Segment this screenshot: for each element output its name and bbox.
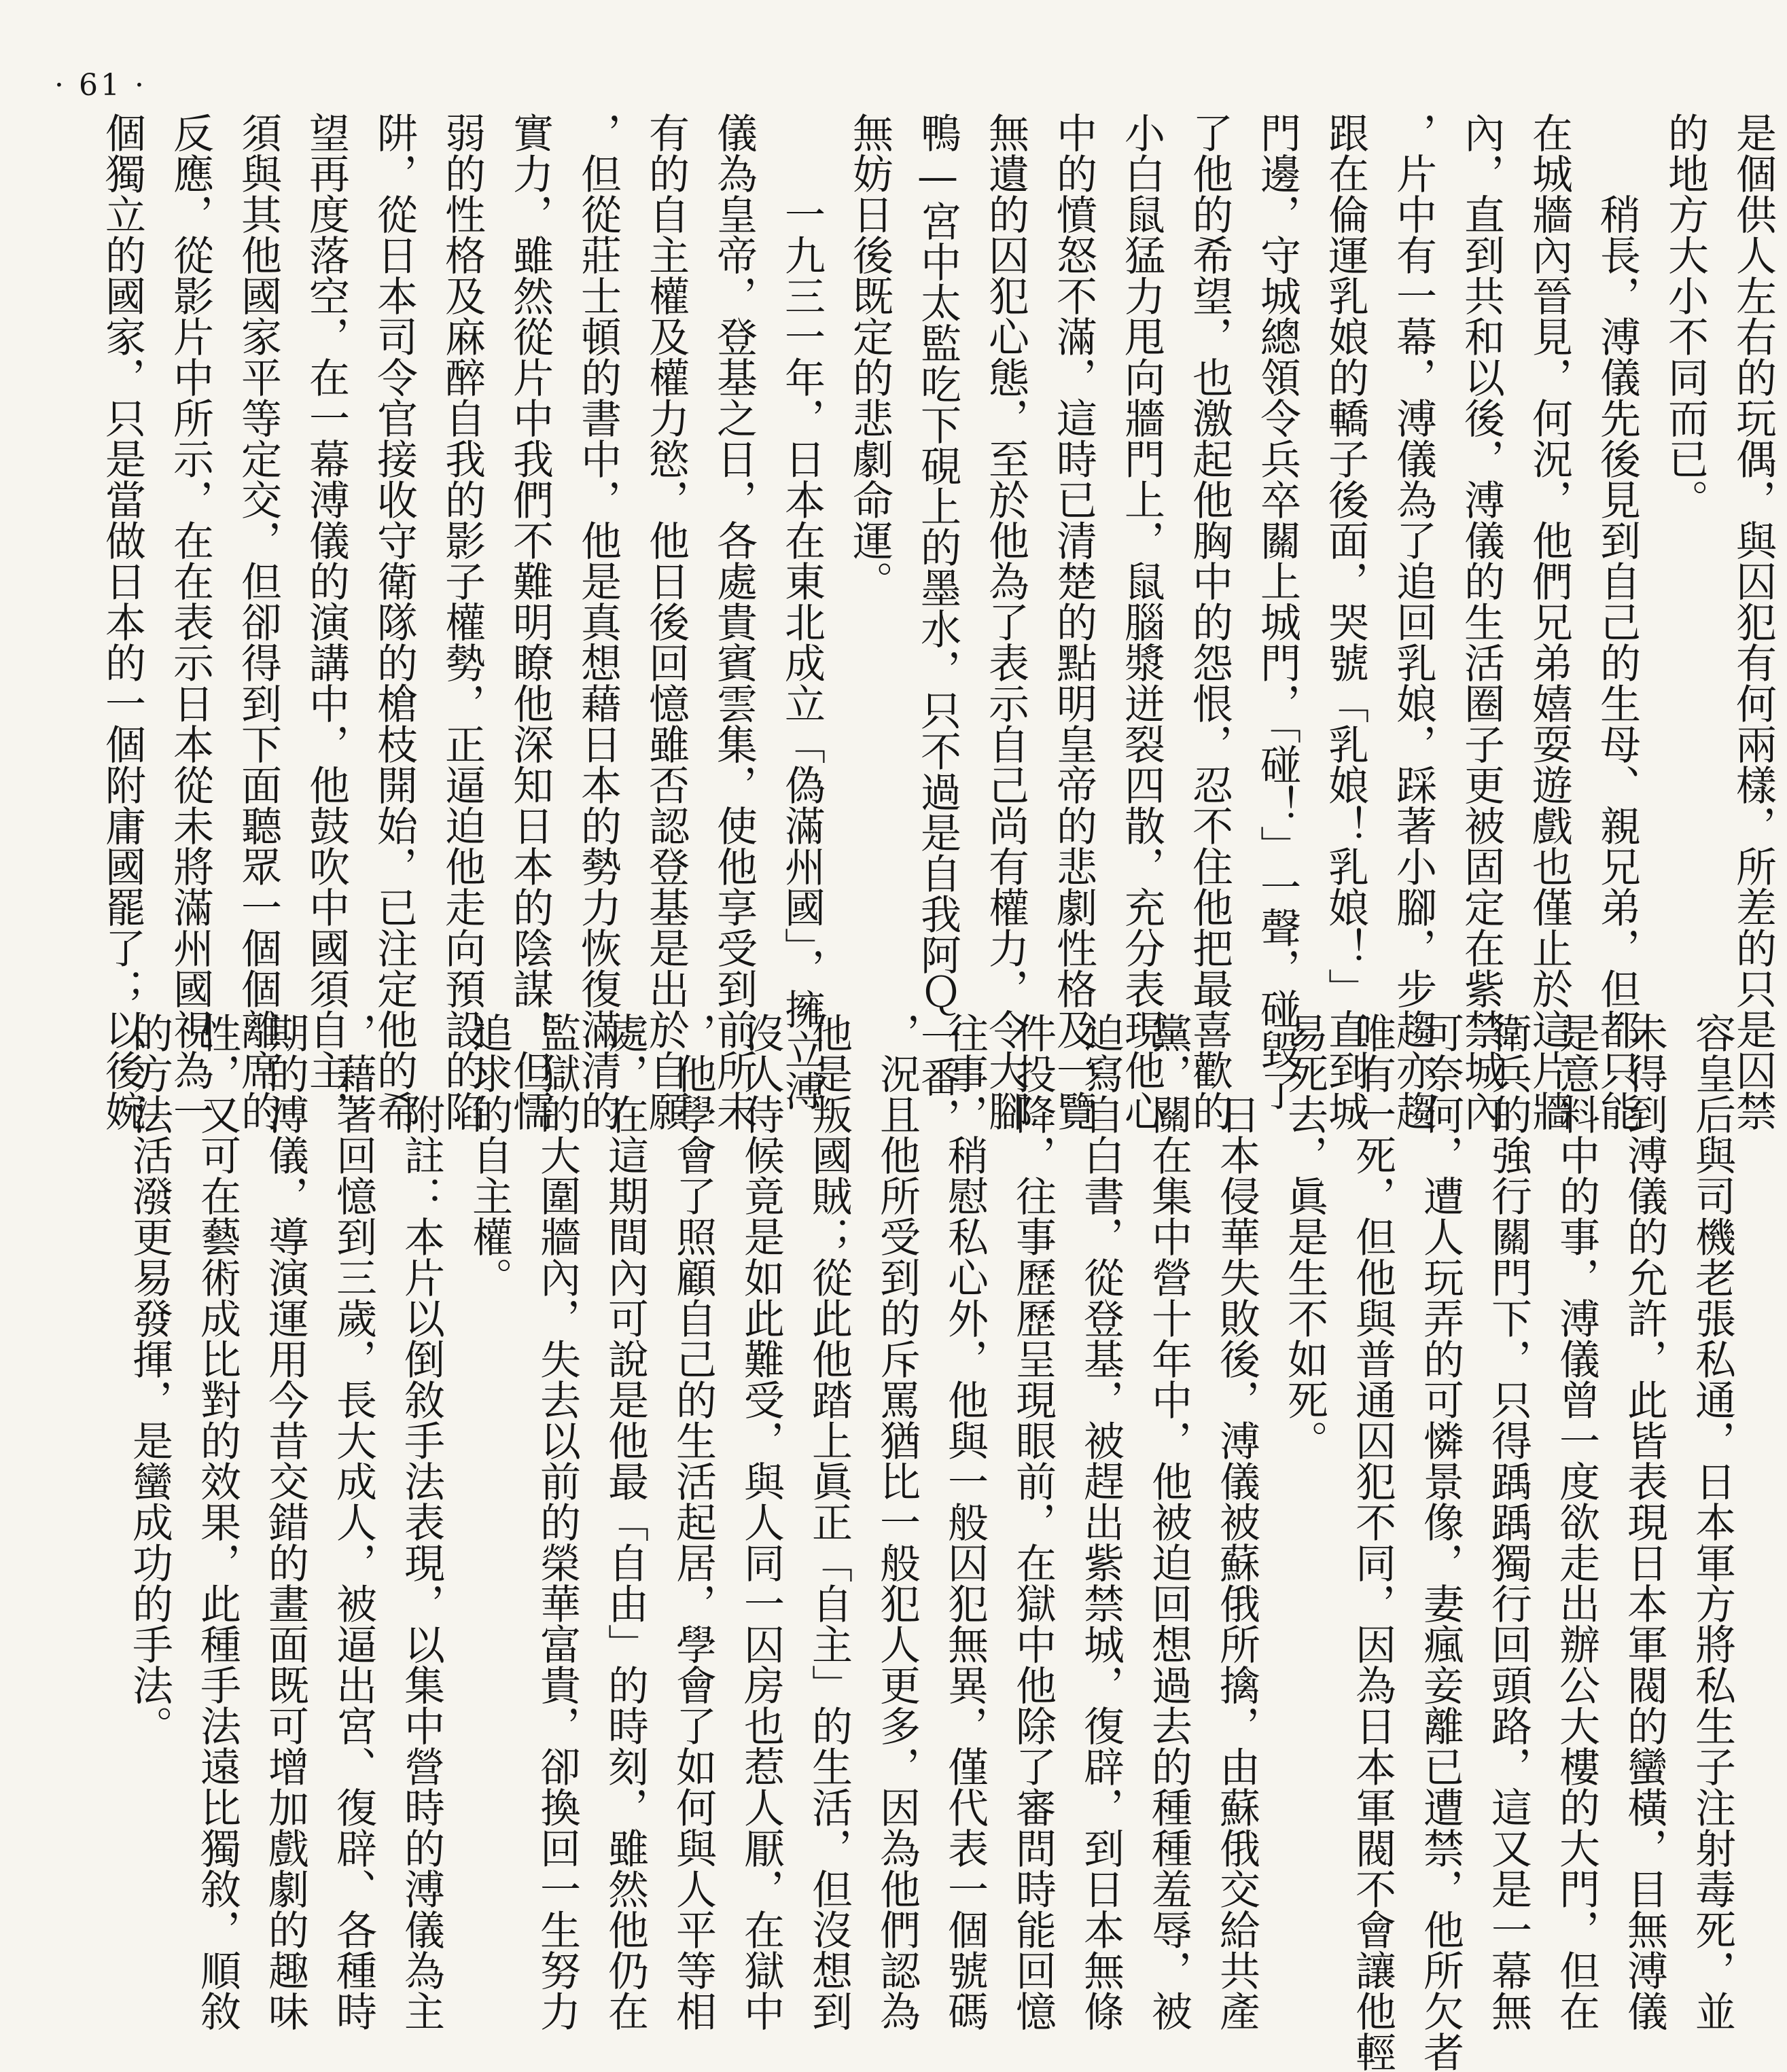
text-column: 小白鼠猛力甩向牆門上，鼠腦漿迸裂四散，充分表現他心 xyxy=(1118,112,1165,1131)
text-column: 的方法活潑更易發揮，是蠻成功的手法。 xyxy=(126,1012,173,1746)
text-column: 了他的希望，也激起他胸中的怨恨，忍不住他把最喜歡的 xyxy=(1186,112,1233,1131)
text-column: 唯有一死，但他與普通囚犯不同，因為日本軍閥不會讓他輕 xyxy=(1349,1012,1396,2072)
text-column: ，但從莊士頓的書中，他是真想藉日本的勢力恢復滿清的 xyxy=(574,112,622,1131)
text-column: ，況且他所受到的斥罵猶比一般犯人更多，因為他們認為 xyxy=(873,1012,921,2031)
text-column: 日本侵華失敗後，溥儀被蘇俄所擒，由蘇俄交給共產 xyxy=(1213,1094,1260,2031)
text-column: ，片中有一幕，溥儀為了追回乳娘，踩著小腳，步趨亦趨 xyxy=(1390,112,1437,1131)
text-column: 實力，雖然從片中我們不難明瞭他深知日本的陰謀，但懦 xyxy=(506,112,554,1131)
text-column: 望再度落空，在一幕溥儀的演講中，他鼓吹中國須自主， xyxy=(302,112,350,1131)
text-column: 未得到溥儀的允許，此皆表現日本軍閥的蠻橫，目無溥儀 xyxy=(1621,1012,1668,2031)
upper-text-block xyxy=(88,112,1787,1138)
text-column: 監獄的大圍牆內，失去以前的榮華富貴，卻換回一生努力 xyxy=(533,1012,581,2031)
page-number: · 61 · xyxy=(54,68,147,103)
text-column: 往事，稍慰私心外，他與一般囚犯無異，僅代表一個號碼 xyxy=(941,1012,989,2031)
text-column: 黨，關在集中營十年中，他被迫回想過去的種種羞辱，被 xyxy=(1145,1012,1192,2031)
text-column: 稍長，溥儀先後見到自己的生母、親兄弟，但都只能 xyxy=(1593,194,1641,1131)
text-column: 門邊，守城總領令兵卒關上城門，「碰！」一聲，碰毀了 xyxy=(1254,112,1301,1111)
text-column: 跟在倫運乳娘的轎子後面，哭號「乳娘！乳娘！」直到城 xyxy=(1322,112,1369,1131)
text-column: 易死去，眞是生不如死。 xyxy=(1281,1012,1328,1461)
text-column: 可奈何，遭人玩弄的可憐景像，妻瘋妾離已遭禁，他所欠者 xyxy=(1417,1012,1464,2072)
text-column: 迫寫自白書，從登基，被趕出紫禁城，復辟，到日本無條 xyxy=(1077,1012,1125,2031)
text-column: 儀為皇帝，登基之日，各處貴賓雲集，使他享受到前所未 xyxy=(710,112,758,1131)
text-column: 追求的自主權。 xyxy=(465,1012,513,1298)
text-column: 期的溥儀，導演運用今昔交錯的畫面既可增加戲劇的趣味 xyxy=(262,1012,309,2031)
text-column: 無遺的囚犯心態，至於他為了表示自己尚有權力，令大腳 xyxy=(982,112,1029,1131)
lower-text-block xyxy=(116,1012,1746,2072)
text-column: 鴨—宮中太監吃下硯上的墨水，只不過是自我阿Ｑ一番， xyxy=(914,112,961,1138)
text-column: 件投降，往事歷歷呈現眼前，在獄中他除了審問時能回憶 xyxy=(1009,1012,1057,2031)
text-column: 性，又可在藝術成比對的效果，此種手法遠比獨敘，順敘 xyxy=(194,1012,241,2031)
text-column: 在城牆內晉見，何況，他們兄弟嬉耍遊戲也僅止於這片牆 xyxy=(1525,112,1573,1131)
text-column: 沒人侍候竟是如此難受，與人同一囚房也惹人厭，在獄中 xyxy=(737,1012,785,2031)
text-column: 內，直到共和以後，溥儀的生活圈子更被固定在紫禁城內 xyxy=(1457,112,1505,1131)
text-column: 有的自主權及權力慾，他日後回憶雖否認登基是出於自願 xyxy=(642,112,690,1131)
text-column: ，他學會了照顧自己的生活起居，學會了如何與人平等相 xyxy=(669,1012,717,2031)
text-column: 個獨立的國家，只是當做日本的一個附庸國罷了；以後婉 xyxy=(99,112,146,1131)
text-column: 無妨日後既定的悲劇命運。 xyxy=(846,112,894,601)
text-column: 弱的性格及麻醉自我的影子權勢，正逼迫他走向預設的陷 xyxy=(438,112,486,1131)
text-column: 他是叛國賊；從此他踏上眞正「自主」的生活，但沒想到 xyxy=(805,1012,853,2031)
text-column: 阱，從日本司令官接收守衛隊的槍枝開始，已注定他的希 xyxy=(370,112,418,1131)
text-column: ，藉著回憶到三歲，長大成人，被逼出宮、復辟、各種時 xyxy=(330,1012,377,2031)
text-column: 的地方大小不同而已。 xyxy=(1661,112,1709,520)
text-column: 附註：本片以倒敘手法表現，以集中營時的溥儀為主 xyxy=(397,1094,445,2031)
text-column: 須與其他國家平等定交，但卻得到下面聽眾一個個離席的 xyxy=(234,112,282,1131)
text-column: 中的憤怒不滿，這時已清楚的點明皇帝的悲劇性格及一覽 xyxy=(1050,112,1097,1131)
text-column: 衛兵的強行關門下，只得踽踽獨行回頭路，這又是一幕無 xyxy=(1485,1012,1532,2031)
text-column: 是意料中的事，溥儀曾一度欲走出辦公大樓的大門，但在 xyxy=(1553,1012,1600,2031)
text-column: 處，在這期間內可說是他最「自由」的時刻，雖然他仍在 xyxy=(601,1012,649,2031)
text-column: 是個供人左右的玩偶，與囚犯有何兩樣，所差的只是囚禁 xyxy=(1729,112,1777,1131)
text-column: 反應，從影片中所示，在在表示日本從未將滿州國視為一 xyxy=(166,112,214,1131)
text-column: 一九三一年，日本在東北成立「偽滿州國」，擁立溥 xyxy=(778,194,826,1111)
text-column: 容皇后與司機老張私通，日本軍方將私生子注射毒死，並 xyxy=(1688,1012,1736,2031)
